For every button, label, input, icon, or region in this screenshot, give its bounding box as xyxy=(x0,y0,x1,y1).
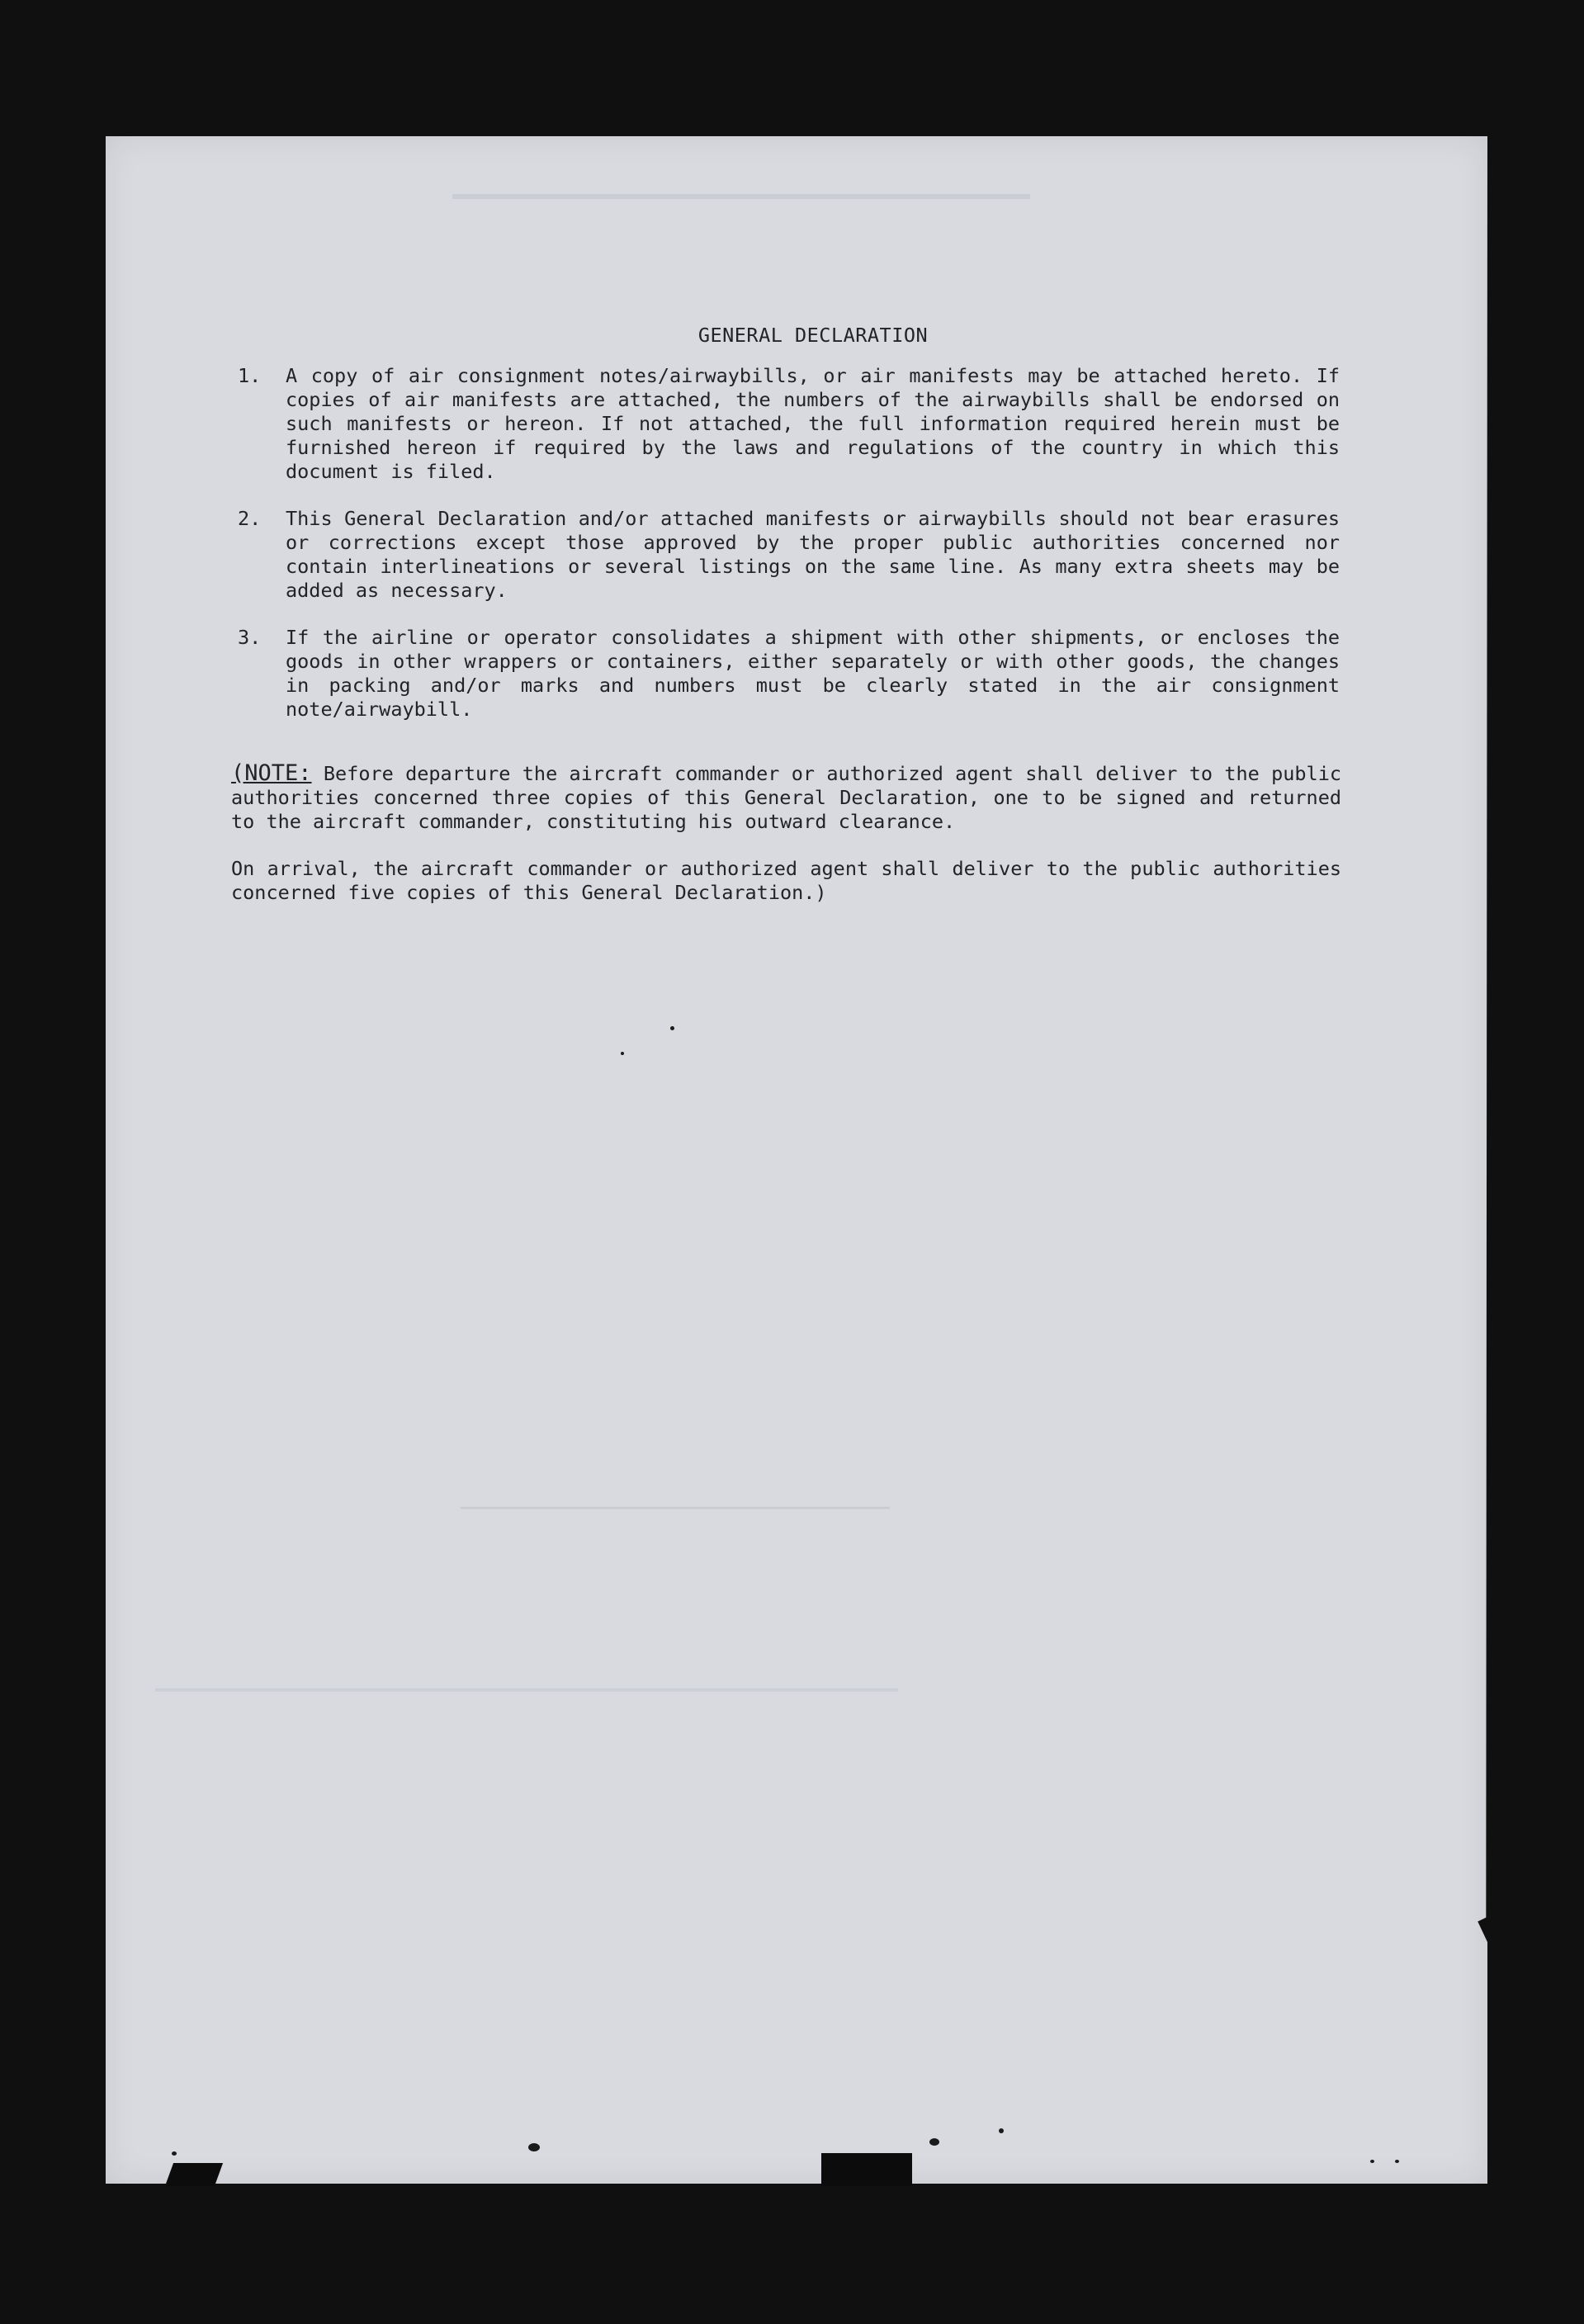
departure-note xyxy=(231,761,1341,834)
note-label: (NOTE: xyxy=(231,760,312,786)
scan-speck xyxy=(929,2138,939,2146)
scan-smudge xyxy=(165,2163,223,2186)
scan-speck xyxy=(1395,2160,1399,2163)
scan-speck xyxy=(172,2151,177,2156)
declaration-content xyxy=(231,324,1345,905)
item-text: A copy of air consignment notes/airwaybills, or air manifests may be attached hereto. If copies of air manifests are attached, the numbers of the airwaybills shall be endorsed on such manifests or hereon. If not attached, the full information required herein must be furnished hereon if required by the laws and regulations of the country in which this document is filed. xyxy=(286,364,1340,483)
scan-speck xyxy=(621,1052,624,1055)
scan-speck xyxy=(1370,2160,1374,2163)
declaration-item xyxy=(231,364,1340,484)
arrival-note: On arrival, the aircraft commander or authorized agent shall deliver to the public authorities concerned five copies of this General Declaration.) xyxy=(231,857,1341,904)
note-text: Before departure the aircraft commander or authorized agent shall deliver to the public authorities concerned three copies of this General Declaration, one to be signed and returned to the aircraft commander, constituting his outward clearance. xyxy=(231,762,1341,833)
scan-speck xyxy=(528,2143,540,2151)
document-title: GENERAL DECLARATION xyxy=(697,324,929,347)
item-number: 1. xyxy=(238,364,262,387)
item-text: This General Declaration and/or attached manifests or airwaybills should not bear erasures or corrections except those approved by the proper public authorities concerned nor contain interlineations or several listings on the same line. As many extra sheets may be added as necessary. xyxy=(286,507,1340,602)
item-text: If the airline or operator consolidates a shipment with other shipments, or encloses the goods in other wrappers or containers, either separately or with other goods, the changes in packing and/or marks and numbers must be clearly stated in the air consignment note/airwaybill. xyxy=(286,626,1340,721)
scan-speck xyxy=(670,1026,674,1030)
declaration-item xyxy=(231,507,1340,603)
show-through-mark xyxy=(461,1507,890,1509)
declaration-item xyxy=(231,626,1340,722)
scan-smudge xyxy=(821,2153,912,2186)
show-through-mark xyxy=(452,194,1030,199)
item-number: 2. xyxy=(238,507,262,530)
item-number: 3. xyxy=(238,626,262,649)
show-through-mark xyxy=(155,1688,898,1692)
scan-speck xyxy=(999,2128,1004,2133)
